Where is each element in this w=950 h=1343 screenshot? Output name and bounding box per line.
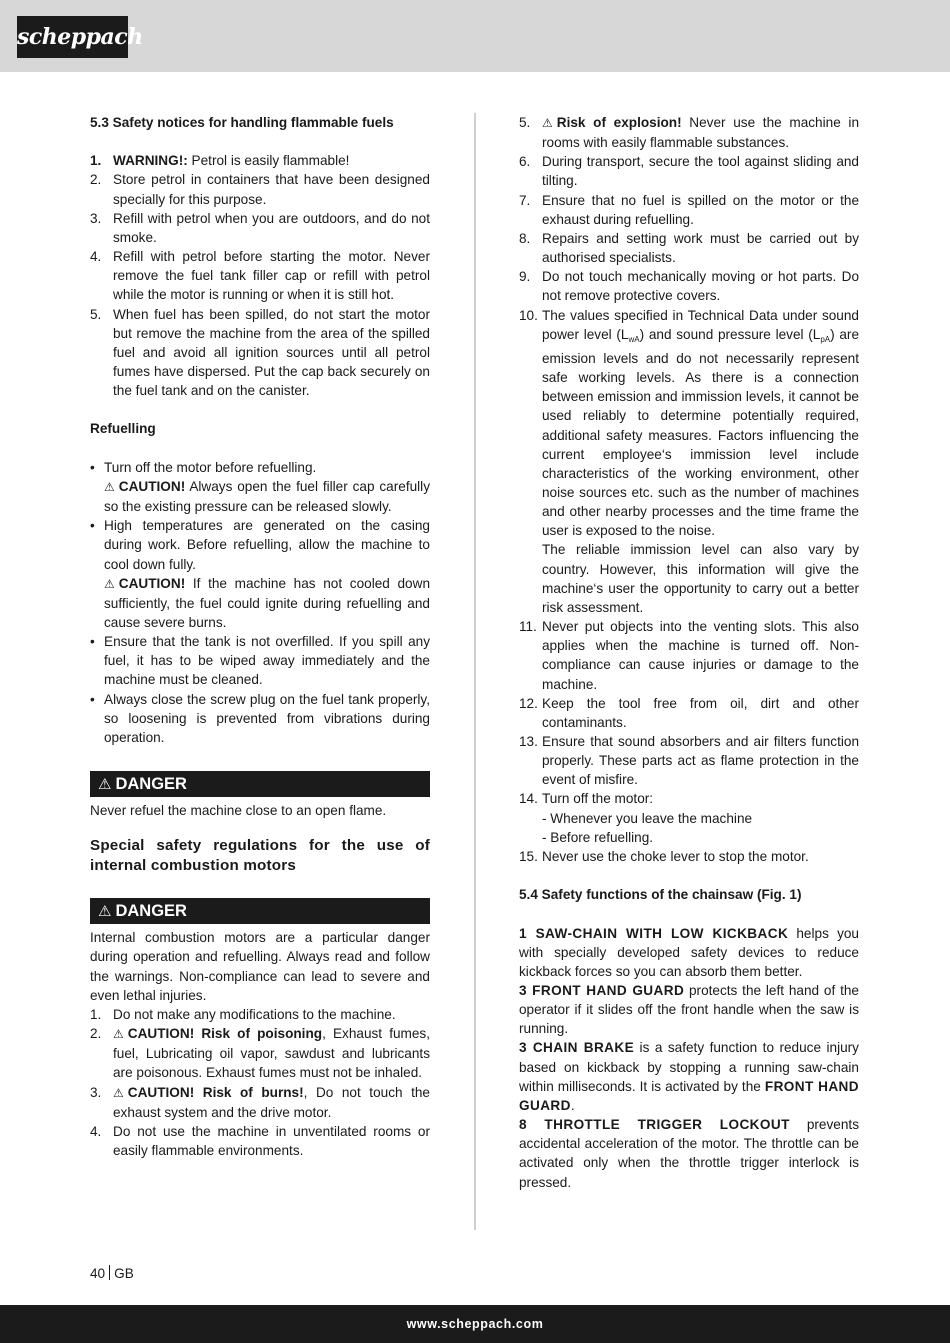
refuelling-heading: Refuelling: [90, 421, 156, 437]
list-item: • Turn off the motor before refuelling. ⚠ CAUTION! Always open the fuel filler cap carefully so the existing pressure can be released slowly.: [90, 459, 430, 515]
list-item: 12. Keep the tool free from oil, dirt and other contaminants.: [519, 695, 859, 730]
list-item: • Always close the screw plug on the fuel tank properly, so loosening is prevented from vibrations during operation.: [90, 691, 430, 745]
section-heading-5-3: 5.3 Safety notices for handling flammable fuels: [90, 115, 394, 130]
refuelling-list: [90, 458, 430, 747]
list-item: 11. Never put objects into the venting slots. This also applies when the machine is turned off. Non-compliance can cause injuries or damage to the machine.: [519, 619, 859, 692]
list-item: 15. Never use the choke lever to stop the motor.: [519, 848, 809, 864]
safety-function-paragraph: 8 THROTTLE TRIGGER LOCKOUT prevents accidental acceleration of the motor. The throttle can be activated only when the throttle trigger interlock is pressed.: [519, 1117, 859, 1190]
page-number: 40 GB: [90, 1266, 134, 1281]
danger-banner: ⚠ DANGER: [90, 898, 430, 924]
motor-safety-list-continued: [519, 113, 859, 866]
list-item: 7. Ensure that no fuel is spilled on the motor or the exhaust during refuelling.: [519, 192, 859, 227]
warning-triangle-icon: ⚠: [104, 576, 115, 591]
special-regulations-heading: Special safety regulations for the use of internal combustion motors: [90, 837, 430, 875]
website-url: www.scheppach.com: [406, 1317, 544, 1331]
list-item: 5. ⚠ Risk of explosion! Never use the machine in rooms with easily flammable substances.: [519, 115, 859, 151]
list-item: 4. Do not use the machine in unventilated rooms or easily flammable environments.: [90, 1123, 430, 1158]
list-item: 8. Repairs and setting work must be carried out by authorised specialists.: [519, 230, 859, 266]
danger-banner: ⚠ DANGER: [90, 771, 430, 797]
warning-triangle-icon: ⚠: [113, 1085, 124, 1100]
list-item: 3. ⚠ CAUTION! Risk of burns!, Do not touch the exhaust system and the drive motor.: [90, 1084, 430, 1120]
safety-function-paragraph: 1 SAW-CHAIN WITH LOW KICKBACK helps you with specially developed safety devices to reduce kickback forces so you can absorb them better.: [519, 925, 859, 979]
column-divider: [474, 113, 476, 1230]
right-column: [519, 113, 859, 1192]
danger-text: Internal combustion motors are a particular danger during operation and refuelling. Always read and follow the warnings. Non-compliance can lead to severe and even lethal injuries.: [90, 930, 430, 1003]
list-item: 3. Refill with petrol when you are outdoors, and do not smoke.: [90, 210, 430, 245]
list-item: 2. Store petrol in containers that have been designed specially for this purpose.: [90, 172, 430, 207]
scheppach-logo: scheppach: [17, 16, 128, 58]
danger-text: Never refuel the machine close to an open flame.: [90, 803, 387, 819]
safety-function-paragraph: 3 CHAIN BRAKE is a safety function to reduce injury based on kickback by stopping a running saw-chain within milliseconds. It is activated by the FRONT HAND GUARD.: [519, 1040, 859, 1113]
list-item: • Ensure that the tank is not overfilled. If you spill any fuel, it has to be wiped away immediately and the machine must be cleaned.: [90, 634, 430, 688]
warning-triangle-icon: ⚠: [104, 479, 115, 494]
list-item: 2. ⚠ CAUTION! Risk of poisoning, Exhaust fumes, fuel, Lubricating oil vapor, sawdust and lubricants are poisonous. Exhaust fumes must not be inhaled.: [90, 1026, 430, 1081]
warning-triangle-icon: ⚠: [542, 116, 553, 130]
list-item: 14. Turn off the motor: - Whenever you leave the machine - Before refuelling.: [519, 791, 753, 845]
list-item: 13. Ensure that sound absorbers and air filters function properly. These parts act as flame protection in the event of misfire.: [519, 734, 859, 788]
warning-triangle-icon: ⚠: [113, 1027, 124, 1042]
motor-safety-list: [90, 1005, 430, 1160]
list-item: 5. When fuel has been spilled, do not start the motor but remove the machine from the area of the spilled fuel and avoid all ignition sources until all petrol fumes have dispersed. Put the cap back securely on the fuel tank and on the canister.: [90, 306, 430, 399]
warning-triangle-icon: ⚠: [98, 776, 112, 794]
warning-triangle-icon: ⚠: [98, 903, 112, 921]
fuel-safety-list: [90, 151, 430, 400]
list-item: • High temperatures are generated on the casing during work. Before refuelling, allow the machine to cool down fully. ⚠ CAUTION! If the machine has not cooled down sufficiently, the fuel could ignite during refuelling and cause severe burns.: [90, 518, 430, 631]
safety-function-paragraph: 3 FRONT HAND GUARD protects the left hand of the operator if it slides off the front handle when the saw is running.: [519, 983, 859, 1037]
list-item: 1. WARNING!: Petrol is easily flammable!: [90, 153, 350, 169]
list-item: 9. Do not touch mechanically moving or hot parts. Do not remove protective covers.: [519, 269, 859, 304]
list-item: 1. Do not make any modifications to the machine.: [90, 1006, 396, 1022]
list-item: 6. During transport, secure the tool against sliding and tilting.: [519, 154, 859, 189]
left-column: [90, 113, 430, 1160]
list-item: 4. Refill with petrol before starting the motor. Never remove the fuel tank filler cap or refill with petrol while the motor is running or when it is still hot.: [90, 249, 430, 303]
section-heading-5-4: 5.4 Safety functions of the chainsaw (Fig. 1): [519, 887, 802, 903]
list-item: 10. The values specified in Technical Data under sound power level $(L_{wA})$ and sound pressure level $(L_{pA})$ are emission levels and do not necessarily represent safe working levels. As there is a connection between emission and immission levels, it cannot be used reliably to determine potentially required, additional safety measures. Factors influencing the current employee‘s immission level include characteristics of the working environment, other noise sources etc. such as the number of machines and other nearby processes and the time frame the user is exposed to the noise. The reliable immission level can also vary by country. However, this information will give the machine‘s user the opportunity to carry out a better risk assessment.: [519, 307, 860, 615]
